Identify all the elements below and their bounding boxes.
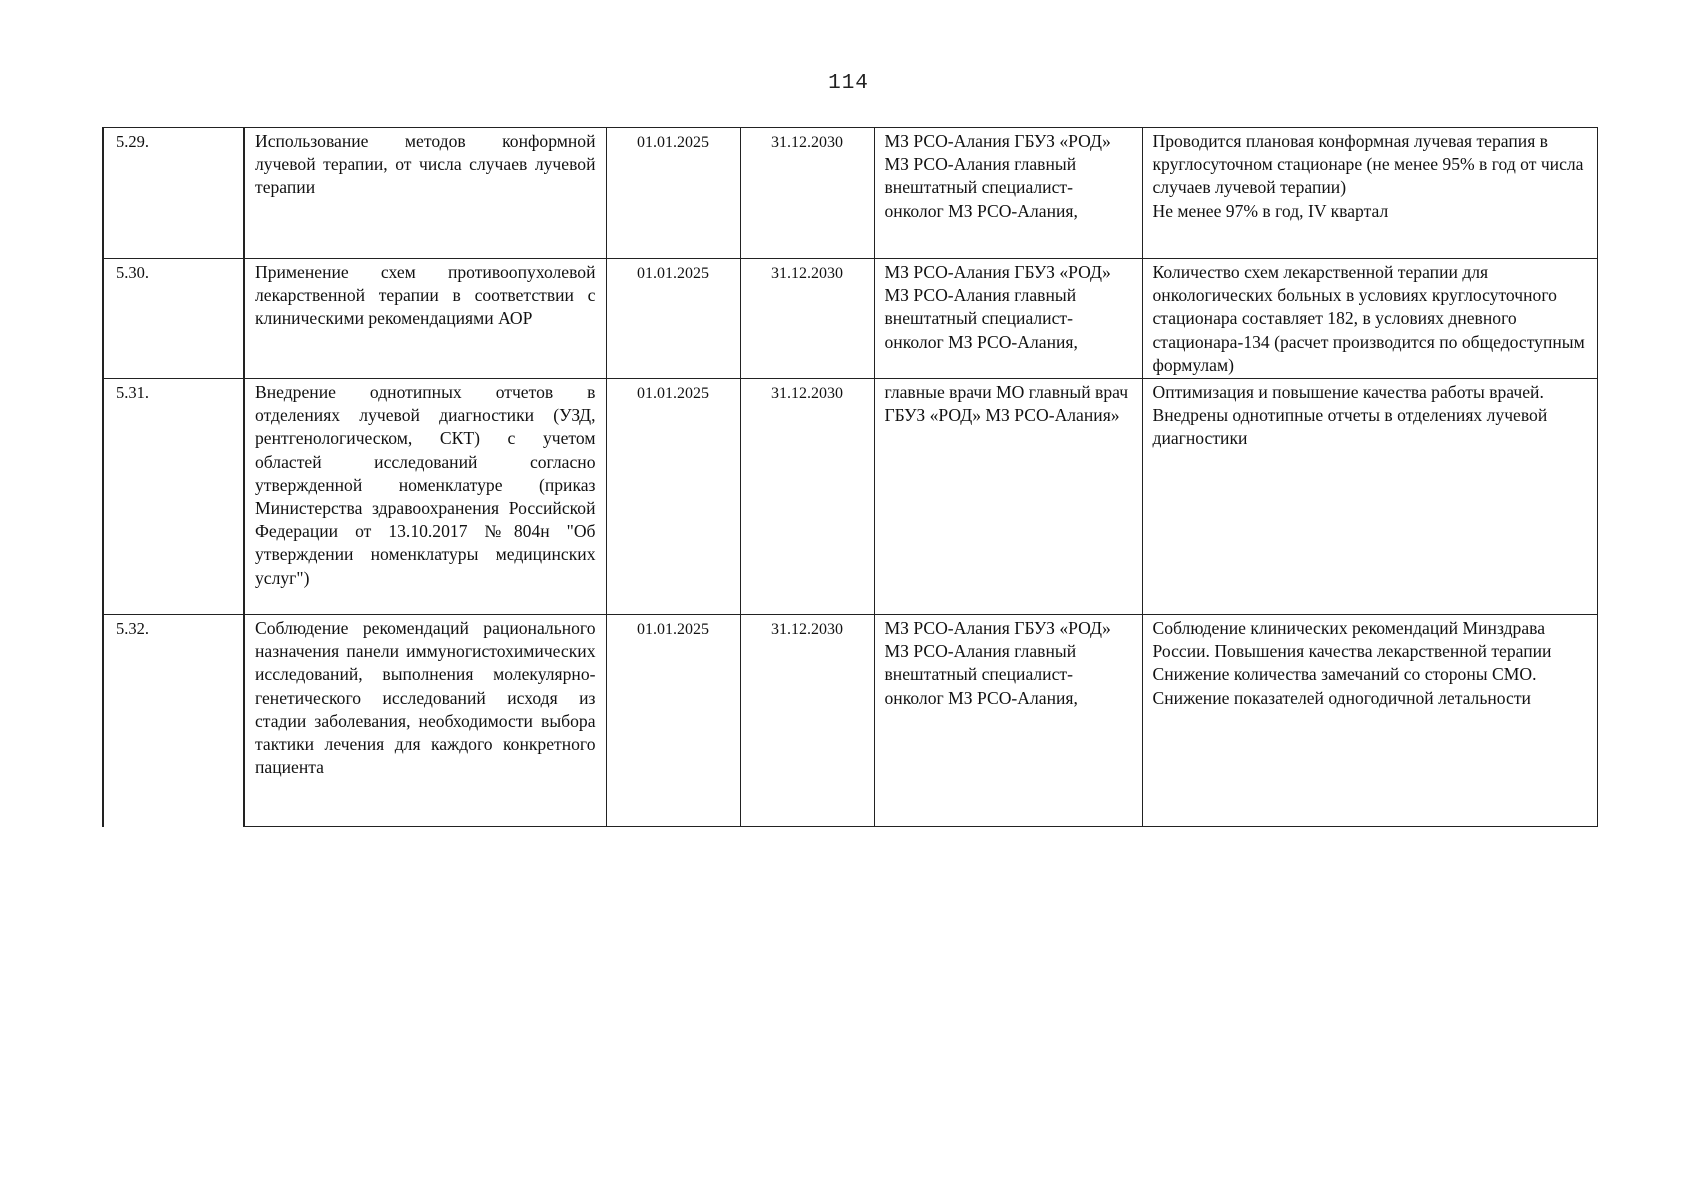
expected-result bbox=[1142, 128, 1597, 259]
responsible-party: МЗ РСО-Алания ГБУЗ «РОД» МЗ РСО-Алания главный внештатный специалист-онколог МЗ РСО-Алания, bbox=[874, 128, 1142, 259]
measure-description: Применение схем противоопухолевой лекарственной терапии в соответствии с клиническими рекомендациями АОР bbox=[244, 259, 606, 379]
expected-result bbox=[1142, 379, 1597, 615]
expected-result bbox=[1142, 615, 1597, 827]
table-row bbox=[103, 615, 1597, 827]
end-date: 31.12.2030 bbox=[740, 615, 874, 827]
result-line: Соблюдение клинических рекомендаций Минздрава России. Повышения качества лекарственной терапии Снижение количества замечаний со стороны СМО. Снижение показателей одногодичной летальности bbox=[1152, 618, 1552, 708]
start-date: 01.01.2025 bbox=[606, 259, 740, 379]
result-line: Не менее 97% в год, IV квартал bbox=[1152, 200, 1389, 221]
table-row bbox=[103, 128, 1597, 259]
measure-description: Использование методов конформной лучевой терапии, от числа случаев лучевой терапии bbox=[244, 128, 606, 259]
start-date: 01.01.2025 bbox=[606, 615, 740, 827]
responsible-party: главные врачи МО главный врач ГБУЗ «РОД» МЗ РСО-Алания» bbox=[874, 379, 1142, 615]
start-date: 01.01.2025 bbox=[606, 128, 740, 259]
row-number: 5.32. bbox=[103, 615, 244, 827]
end-date: 31.12.2030 bbox=[740, 259, 874, 379]
end-date: 31.12.2030 bbox=[740, 379, 874, 615]
measure-description: Внедрение однотипных отчетов в отделениях лучевой диагностики (УЗД, рентгенологическом, СКТ) с учетом областей исследований согласно утвержденной номенклатуре (приказ Министерства здравоохранения Российской Федерации от 13.10.2017 №804н "Об утверждении номенклатуры медицинских услуг") bbox=[244, 379, 606, 615]
responsible-party: МЗ РСО-Алания ГБУЗ «РОД» МЗ РСО-Алания главный внештатный специалист-онколог МЗ РСО-Алания, bbox=[874, 259, 1142, 379]
result-line: Проводится плановая конформная лучевая терапия в круглосуточном стационаре (не менее 95% в год от числа случаев лучевой терапии) bbox=[1152, 131, 1584, 198]
responsible-party: МЗ РСО-Алания ГБУЗ «РОД» МЗ РСО-Алания главный внештатный специалист-онколог МЗ РСО-Алания, bbox=[874, 615, 1142, 827]
table-row bbox=[103, 259, 1597, 379]
result-line: Количество схем лекарственной терапии для онкологических больных в условиях круглосуточного стационара составляет 182, в условиях дневного стационара-134 (расчет производится по общедоступным формулам) bbox=[1152, 262, 1585, 375]
table-row bbox=[103, 379, 1597, 615]
start-date: 01.01.2025 bbox=[606, 379, 740, 615]
measure-description: Соблюдение рекомендаций рационального назначения панели иммуногистохимических исследований, выполнения молекулярно-генетического исследований исходя из стадии заболевания, необходимости выбора тактики лечения для каждого конкретного пациента bbox=[244, 615, 606, 827]
row-number: 5.31. bbox=[103, 379, 244, 615]
row-number: 5.30. bbox=[103, 259, 244, 379]
page-number: 114 bbox=[828, 72, 869, 95]
measures-table bbox=[102, 127, 1598, 827]
end-date: 31.12.2030 bbox=[740, 128, 874, 259]
result-line: Оптимизация и повышение качества работы врачей. Внедрены однотипные отчеты в отделениях лучевой диагностики bbox=[1152, 382, 1548, 449]
expected-result bbox=[1142, 259, 1597, 379]
row-number: 5.29. bbox=[103, 128, 244, 259]
